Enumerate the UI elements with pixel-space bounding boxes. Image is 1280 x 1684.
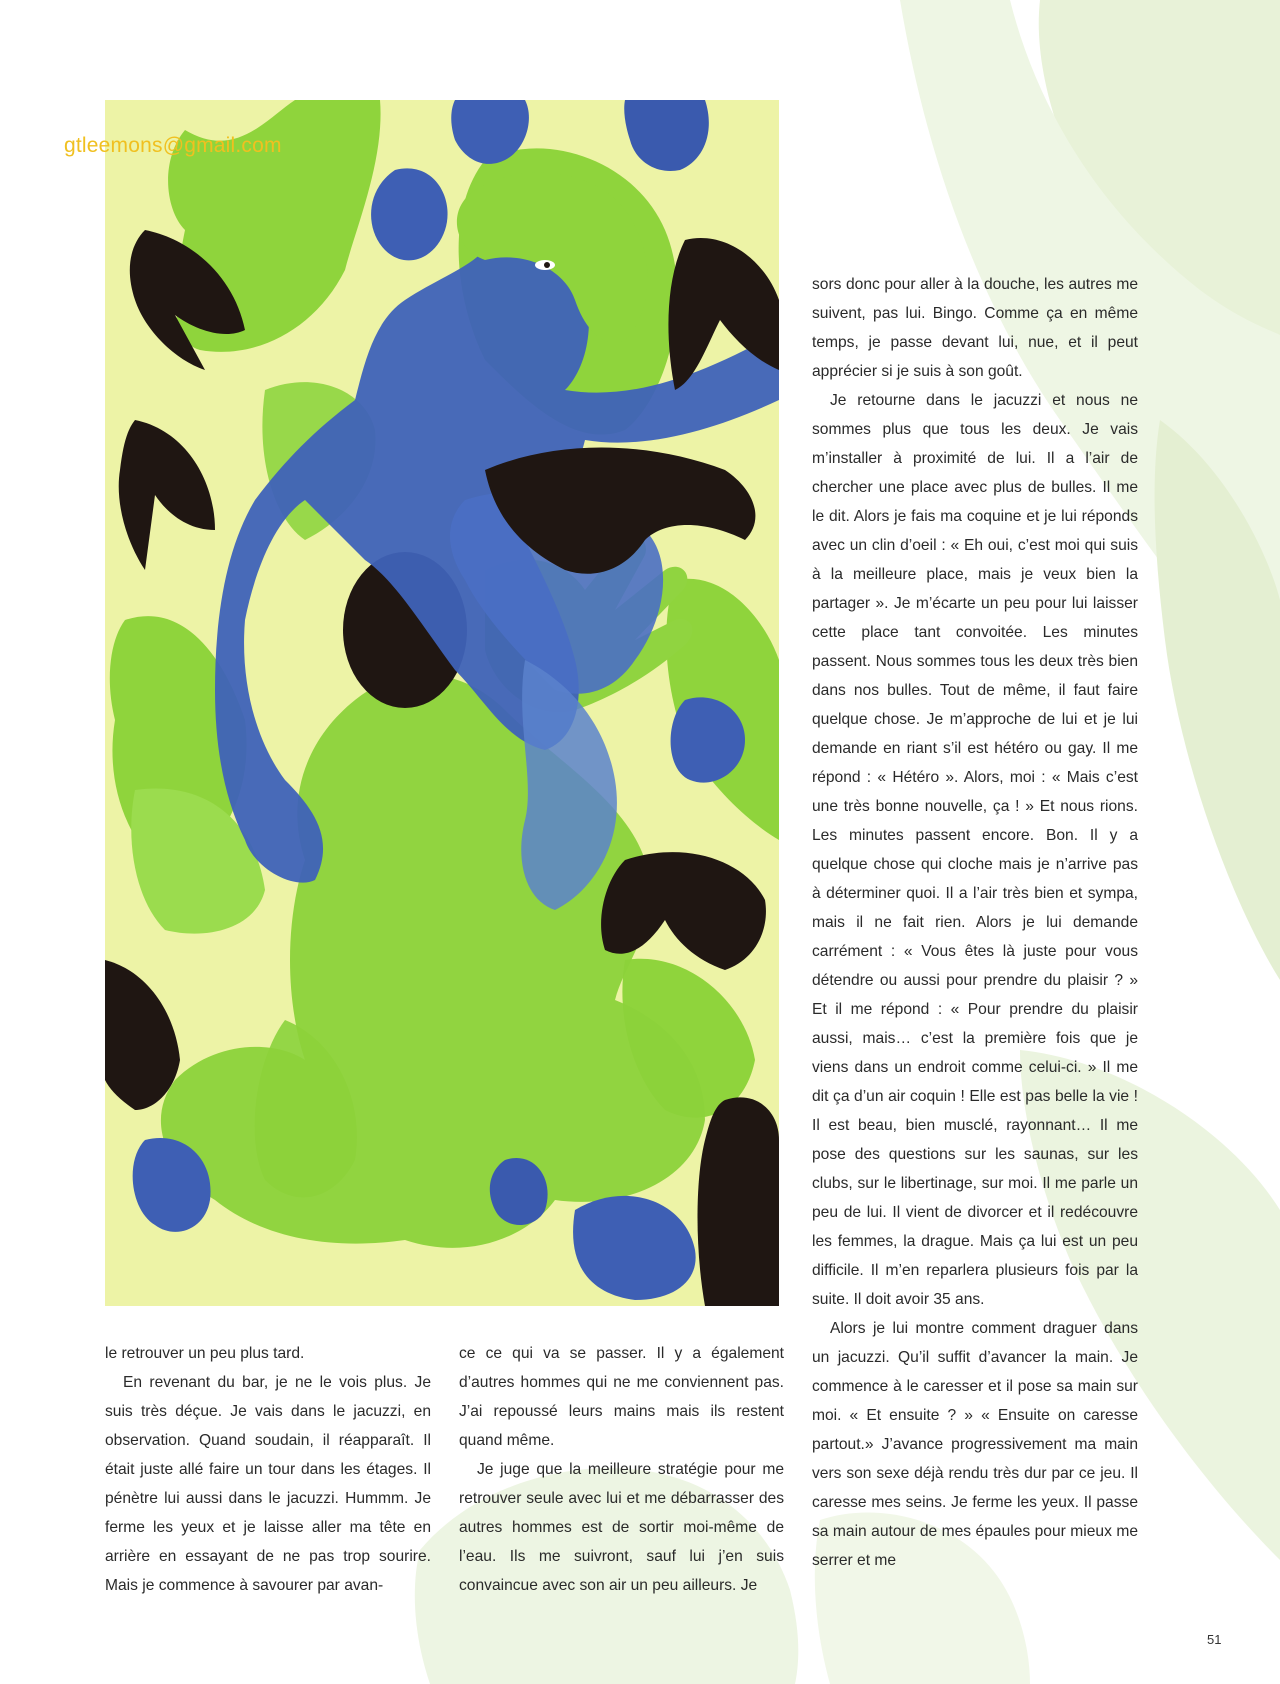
paragraph: Alors je lui montre comment draguer dans un jacuzzi. Qu’il suffit d’avancer la main. Je commence à le caresser et il pose sa main sur moi. « Et ensuite ? » « Ensuite on caresse partout.» J’avance progressivement ma main vers son sexe déjà rendu très dur par ce jeu. Il caresse mes seins. Je ferme les yeux. Il passe sa main autour de mes épaules pour mieux me serrer et me [812,1320,1138,1569]
page-number: 51 [1207,1632,1222,1647]
email-watermark[interactable]: gtleemons@gmail.com [64,134,282,157]
illustration [105,100,779,1306]
paragraph: le retrouver un peu plus tard. [105,1345,305,1362]
text-column-left [105,1339,431,1600]
paragraph: En revenant du bar, je ne le vois plus. Je suis très déçue. Je vais dans le jacuzzi, en observation. Quand soudain, il réapparaît. Il était juste allé faire un tour dans les étages. Il pénètre lui aussi dans le jacuzzi. Hummm. Je ferme les yeux et je laisse aller ma tête en arrière en essayant de ne pas trop sourire. Mais je commence à savourer par avan- [105,1374,431,1594]
paragraph: Je juge que la meilleure stratégie pour me retrouver seule avec lui et me débarrasser des autres hommes est de sortir moi-même de l’eau. Ils me suivront, sauf lui j’en suis convaincue avec son air un peu ailleurs. Je [459,1461,784,1594]
figure-eye-pupil [544,262,550,268]
paragraph: sors donc pour aller à la douche, les autres me suivent, pas lui. Bingo. Comme ça en même temps, je passe devant lui, nue, et il peut apprécier si je suis à son goût. [812,276,1138,380]
text-column-right [812,270,1138,1575]
paragraph: Je retourne dans le jacuzzi et nous ne sommes plus que tous les deux. Je vais m’installer à proximité de lui. Il a l’air de chercher une place avec plus de bulles. Il me le dit. Alors je fais ma coquine et je lui réponds avec un clin d’oeil : « Eh oui, c’est moi qui suis à la meilleure place, mais je veux bien la partager ». Je m’écarte un peu pour lui laisser cette place tant convoitée. Les minutes passent. Nous sommes tous les deux très bien dans nos bulles. Tout de même, il faut faire quelque chose. Je m’approche de lui et je lui demande en riant s’il est hétéro ou gay. Il me répond : « Hétéro ». Alors, moi : « Mais c’est une très bonne nouvelle, ça ! » Et nous rions. Les minutes passent encore. Bon. Il y a quelque chose qui cloche mais je n’arrive pas à déterminer quoi. Il a l’air très bien et sympa, mais il ne fait rien. Alors je lui demande carrément : « Vous êtes là juste pour vous détendre ou aussi pour prendre du plaisir ? » Et il me répond : « Pour prendre du plaisir aussi, mais… c’est la première fois que je viens dans un endroit comme celui-ci. » Il me dit ça d’un air coquin ! Elle est pas belle la vie ! Il est beau, bien musclé, rayonnant… Il me pose des questions sur les saunas, sur les clubs, sur le libertinage, sur moi. Il me parle un peu de lui. Il vient de divorcer et il redécouvre les femmes, la drague. Mais ça lui est un peu difficile. Il m’en reparlera plusieurs fois par la suite. Il doit avoir 35 ans. [812,392,1138,1308]
paragraph: ce ce qui va se passer. Il y a également d’autres hommes qui ne me conviennent pas. J’ai repoussé leurs mains mais ils restent quand même. [459,1345,784,1449]
text-column-middle [459,1339,784,1600]
dark-leaf-shape [698,1097,780,1306]
